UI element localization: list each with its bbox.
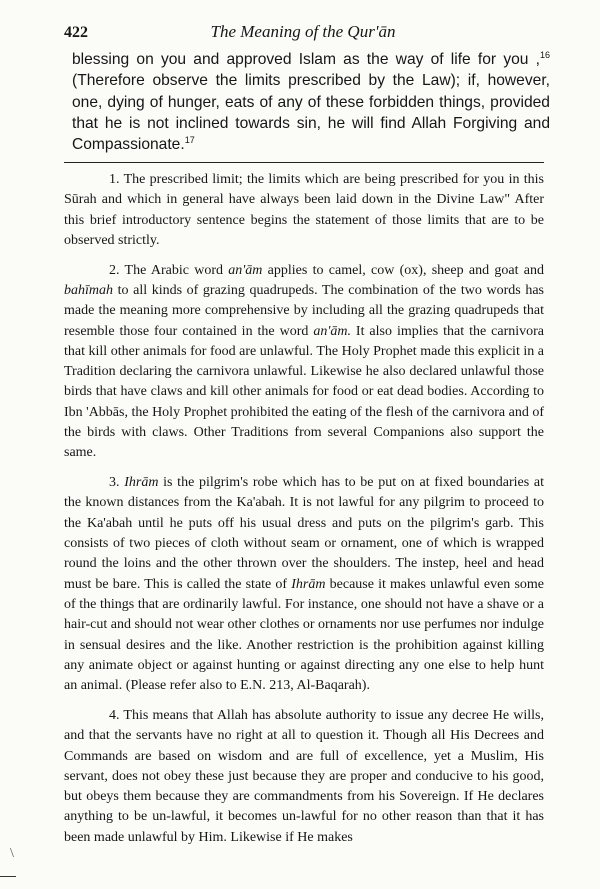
footnotes <box>64 170 544 858</box>
footnote-3 <box>64 473 544 696</box>
footnote-divider <box>64 162 544 163</box>
footnote-number: 3. <box>109 475 120 491</box>
footnote-ref-17: 17 <box>184 135 195 145</box>
footnote-text: This means that Allah has absolute authority to issue any decree He wills, and that the servants have no right at all to question it. Though all His Decrees and Commands are based on wisdom and are full of excellence, yet a Muslim, His servant, does not obey these just because they are proper and conducive to his good, but obeys them because they are commandments from his Sovereign. If He declares anything to be un-lawful, it becomes un-lawful for no other reason than that it has been made unlawful by Him. Likewise if He makes <box>64 707 544 845</box>
footnote-1 <box>64 170 544 251</box>
edge-rule <box>0 876 16 877</box>
page-number: 422 <box>64 24 88 41</box>
footnote-4 <box>64 706 544 848</box>
arabic-term: Ihrām <box>291 576 326 592</box>
footnote-text: to all kinds of grazing quadrupeds. The combination of the two words has made the meaning more comprehensive by including all the grazing quadrupeds that resemble those four contained in the word <box>64 282 544 339</box>
arabic-term: an'ām <box>228 262 263 278</box>
footnote-2 <box>64 261 544 464</box>
footnote-ref-16: 16 <box>539 49 550 60</box>
margin-mark: \ <box>10 846 14 861</box>
footnote-text: is the pilgrim's robe which has to be put on at fixed boundaries at the known distances from the Ka'abah. It is not lawful for any pilgrim to proceed to the Ka'abah until he puts off his usual dress and puts on the pilgrim's garb. This consists of two pieces of cloth without seam or ornament, one of which is wrapped round the loins and the other thrown over the shoulders. The instep, heel and head must be bare. This is called the state of <box>64 475 545 592</box>
arabic-term: bahīmah <box>64 282 113 298</box>
footnote-text: The prescribed limit; the limits which are being prescribed for you in this Sūrah and which in general have always been laid down in the Divine Law" After this brief introductory sentence begins the statement of those limits that are to be observed strictly. <box>64 172 545 248</box>
footnote-text: It also implies that the carnivora that kill other animals for food are unlawful. The Holy Prophet made this explicit in a Tradition declaring the carnivora unlawful. Likewise he also declared unlawful those birds that have claws and kill other animals for food or eat dead bodies. According to Ibn 'Abbās, the Holy Prophet prohibited the eating of the flesh of the carnivora and of the birds with claws. Other Traditions from several Companions also support the same. <box>64 323 545 461</box>
main-text-body: (Therefore observe the limits prescribed by the Law); if, however, one, dying of hunger, eats of any of these forbidden things, provided that he is not inclined towards sin, he will find Allah Forgiving and Compassionate. <box>72 72 550 154</box>
footnote-number: 4. <box>109 707 120 723</box>
page-header <box>58 22 548 44</box>
footnote-number: 1. <box>109 172 120 187</box>
running-title: The Meaning of the Qur'ān <box>210 22 396 41</box>
main-text <box>72 49 550 155</box>
footnote-text: because it makes unlawful even some of the things that are ordinarily lawful. For instance, one should not have a shave or a hair-cut and should not wear other clothes or ornaments nor use perfumes nor indulge in sensual desires and the like. Another restriction is the prohibition against killing any animate object or against hunting or against directing any one else to help hunt an animal. (Please refer also to E.N. 213, Al-Baqarah). <box>64 576 545 694</box>
arabic-term: an'ām. <box>313 323 351 339</box>
main-text-line-1: blessing on you and approved Islam as the way of life for you , <box>72 51 540 68</box>
footnote-number: 2. <box>109 262 120 278</box>
footnote-text: applies to camel, cow (ox), sheep and goat and <box>262 262 545 278</box>
footnote-text: The Arabic word <box>124 262 229 278</box>
arabic-term: Ihrām <box>124 475 159 491</box>
